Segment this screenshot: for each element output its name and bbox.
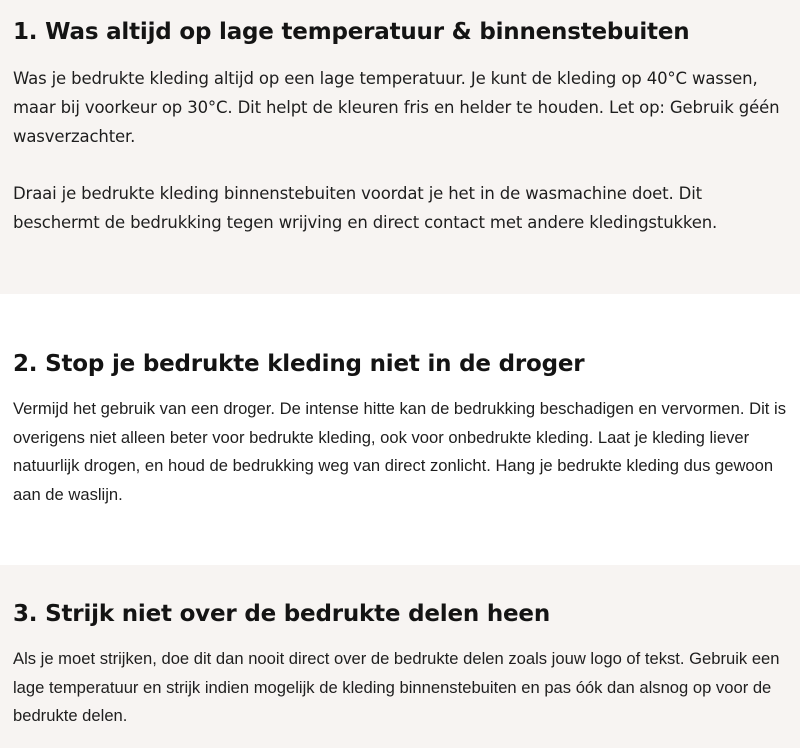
section-no-ironing-over-print (0, 565, 800, 748)
paragraph: Draai je bedrukte kleding binnenstebuiten voordat je het in de wasmachine doet. Dit beschermt de bedrukking tegen wrijving en direct contact met andere kledingstukken. (13, 184, 718, 232)
section-heading: 1. Was altijd op lage temperatuur & binnenstebuiten (13, 19, 690, 45)
section-wash-low-temperature (0, 0, 800, 294)
paragraph: Als je moet strijken, doe dit dan nooit direct over de bedrukte delen zoals jouw logo of tekst. Gebruik een lage temperatuur en strijk indien mogelijk de kleding binnenstebuiten en pas óók dan alsnog op voor de bedrukte delen. (13, 649, 780, 725)
section-no-dryer (0, 294, 800, 565)
paragraph: Was je bedrukte kleding altijd op een lage temperatuur. Je kunt de kleding op 40°C wassen, maar bij voorkeur op 30°C. Dit helpt de kleuren fris en helder te houden. Let op: Gebruik géén wasverzachter. (13, 69, 780, 146)
section-heading: 2. Stop je bedrukte kleding niet in de droger (13, 351, 585, 377)
paragraph-spacer (13, 151, 788, 180)
section-heading: 3. Strijk niet over de bedrukte delen heen (13, 601, 551, 627)
paragraph: Vermijd het gebruik van een droger. De intense hitte kan de bedrukking beschadigen en vervormen. Dit is overigens niet alleen beter voor bedrukte kleding, ook voor onbedrukte kleding. Laat je kleding liever natuurlijk drogen, en houd de bedrukking weg van direct zonlicht. Hang je bedrukte kleding dus gewoon aan de waslijn. (13, 399, 786, 504)
